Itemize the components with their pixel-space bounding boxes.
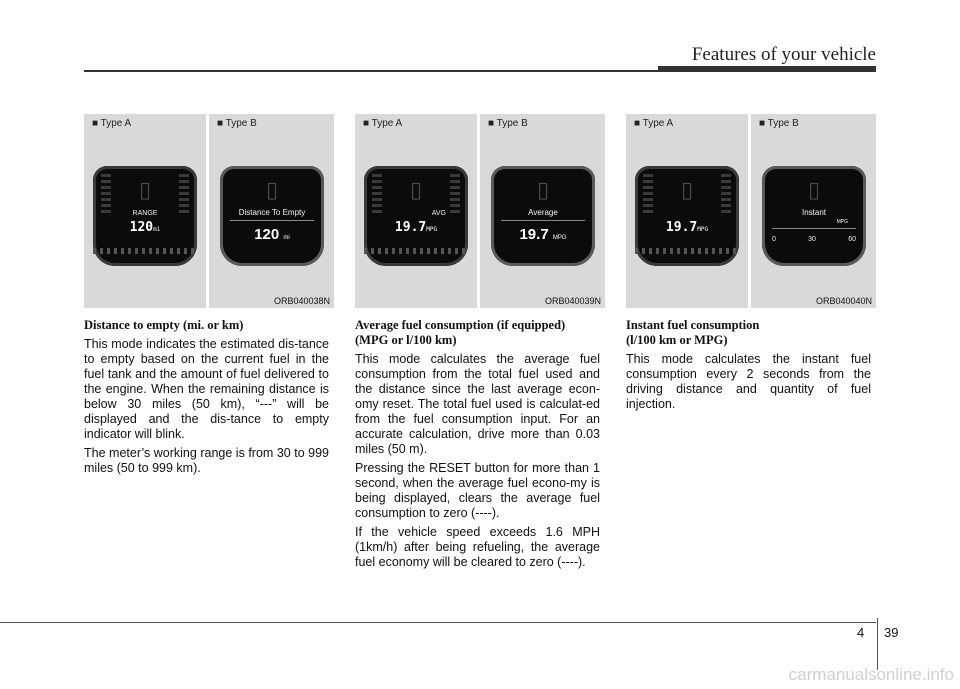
display-value: 120 mi <box>254 226 290 243</box>
scale-tick: 60 <box>848 236 856 243</box>
type-a-label: ■ Type A <box>92 118 132 129</box>
type-a-panel <box>626 114 748 308</box>
paragraph: This mode indicates the estimated dis-tance to empty based on the current fuel in the fuel tank and the amount of fuel delivered to the engine. When the remaining distance is below 30 miles (50 km), “---” will be displayed and the dis-tance to empty indicator will blink. <box>84 337 329 441</box>
display-divider <box>501 220 585 221</box>
section-heading: Average fuel consumption (if equipped) <box>355 318 566 332</box>
type-a-panel <box>84 114 206 308</box>
figure-distance-to-empty <box>84 114 334 308</box>
type-b-label: ■ Type B <box>217 118 257 129</box>
cluster-display-type-b <box>491 166 595 266</box>
gauge-scale <box>635 248 739 254</box>
paragraph: Pressing the RESET button for more than 1 second, when the average fuel econo-my is being displayed, clears the average fuel consumption to zero (----). <box>355 461 600 520</box>
display-label: Distance To Empty <box>238 208 306 217</box>
display-unit: MPG <box>836 219 848 225</box>
display-value: 19.7MPG <box>394 220 438 235</box>
display-label: AVG <box>431 210 446 217</box>
cluster-display-type-b <box>220 166 324 266</box>
type-b-label: ■ Type B <box>488 118 528 129</box>
gear-indicator-icon: ▯ <box>409 178 423 203</box>
gear-indicator-icon: ▯ <box>680 178 694 203</box>
type-b-panel <box>748 114 876 308</box>
gauge-scale <box>93 248 197 254</box>
gear-indicator-icon: ▯ <box>138 178 152 203</box>
paragraph: If the vehicle speed exceeds 1.6 MPH (1km/h) after being refueling, the average fuel economy will be cleared to zero (----). <box>355 525 600 569</box>
scale-tick: 0 <box>772 236 776 243</box>
watermark: carmanualsonline.info <box>788 665 954 684</box>
type-b-panel <box>477 114 605 308</box>
type-a-panel <box>355 114 477 308</box>
gear-indicator-icon: ▯ <box>265 178 279 203</box>
display-value: 19.7 MPG <box>519 226 567 243</box>
section-instant-fuel <box>626 318 871 412</box>
section-distance-to-empty <box>84 318 329 476</box>
section-number: 4 <box>857 625 865 640</box>
type-b-panel <box>206 114 334 308</box>
section-heading: Instant fuel consumption <box>626 318 760 332</box>
type-b-label: ■ Type B <box>759 118 799 129</box>
cluster-display-type-b <box>762 166 866 266</box>
display-value: 120mi <box>129 220 161 235</box>
page-number: 39 <box>884 625 899 640</box>
type-a-label: ■ Type A <box>634 118 674 129</box>
scale-tick: 30 <box>808 236 816 243</box>
figure-code: ORB040040N <box>815 296 872 306</box>
footer-divider <box>877 618 878 670</box>
display-divider <box>230 220 314 221</box>
figure-code: ORB040038N <box>273 296 330 306</box>
cluster-display-type-a <box>93 166 197 266</box>
gear-indicator-icon: ▯ <box>536 178 550 203</box>
section-heading: Distance to empty (mi. or km) <box>84 318 244 332</box>
paragraph: This mode calculates the instant fuel consumption every 2 seconds from the driving distance and quantity of fuel injection. <box>626 352 871 411</box>
gauge-scale <box>364 248 468 254</box>
display-label: RANGE <box>132 210 158 217</box>
header-bar <box>658 66 876 72</box>
paragraph: This mode calculates the average fuel consumption from the total fuel used and the distance since the last average econ-omy reset. The total fuel used is calculat-ed from the fuel consumption input. For an accurate calculation, drive more than 0.03 miles (50 m). <box>355 352 600 456</box>
figure-code: ORB040039N <box>544 296 601 306</box>
display-label: Instant <box>801 208 826 217</box>
section-subheading: (MPG or l/100 km) <box>355 333 457 347</box>
cluster-display-type-a <box>635 166 739 266</box>
type-a-label: ■ Type A <box>363 118 403 129</box>
instant-scale <box>772 236 856 243</box>
section-subheading: (l/100 km or MPG) <box>626 333 728 347</box>
display-label: Average <box>528 208 558 217</box>
chapter-title: Features of your vehicle <box>691 44 876 65</box>
figure-average-fuel <box>355 114 605 308</box>
gear-indicator-icon: ▯ <box>807 178 821 203</box>
figure-instant-fuel <box>626 114 876 308</box>
paragraph: The meter’s working range is from 30 to 999 miles (50 to 999 km). <box>84 446 329 475</box>
section-average-fuel <box>355 318 600 570</box>
display-value: 19.7MPG <box>665 220 709 235</box>
footer-rule <box>0 622 876 623</box>
instant-bar <box>772 228 856 229</box>
cluster-display-type-a <box>364 166 468 266</box>
